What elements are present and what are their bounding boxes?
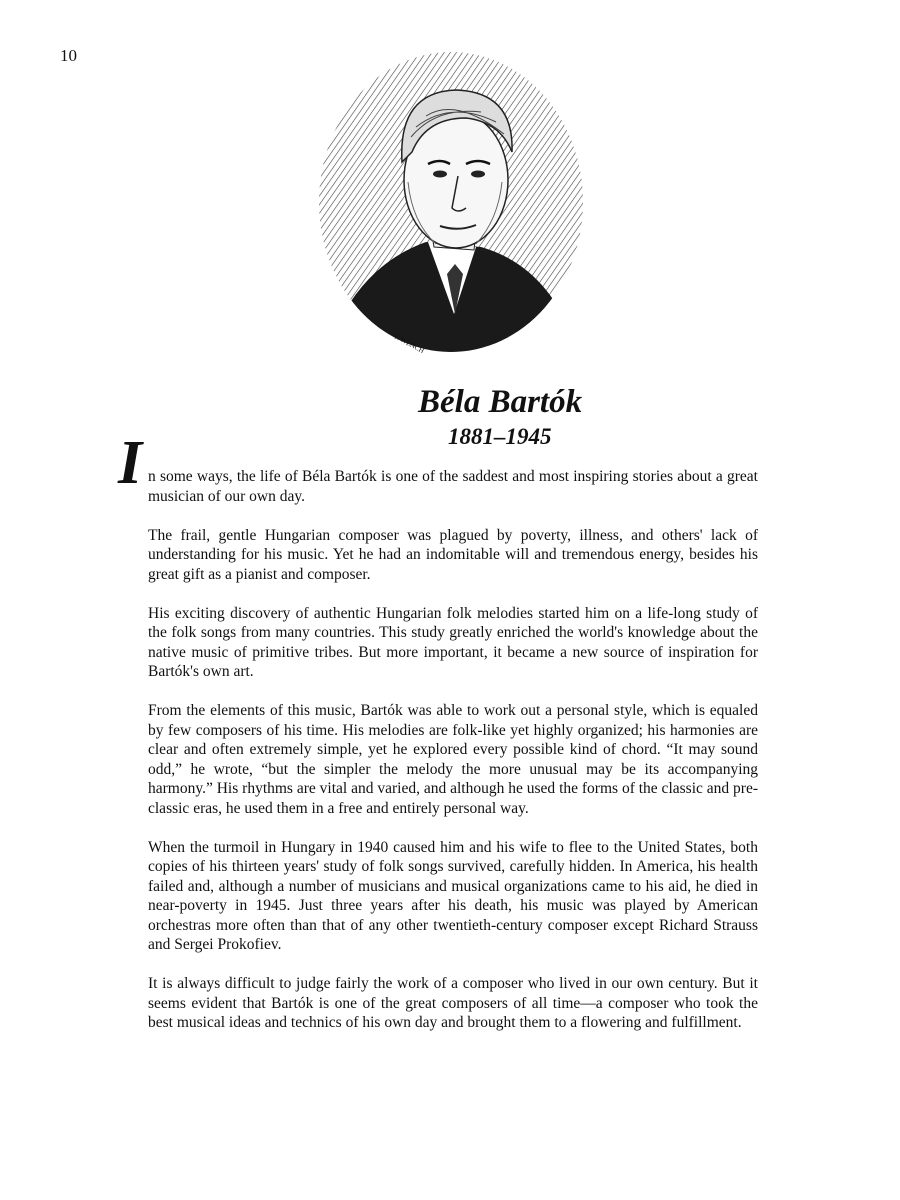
paragraph: The frail, gentle Hungarian composer was plagued by poverty, illness, and others' lack of understanding for his music. Yet he had an indomitable will and tremendous energy, besides his great gift as a pianist and composer. — [148, 526, 758, 583]
composer-years: 1881–1945 — [448, 424, 552, 449]
drop-cap: I — [118, 429, 143, 497]
article-body — [148, 467, 758, 1052]
paragraph: From the elements of this music, Bartók was able to work out a personal style, which is equaled by few composers of his time. His melodies are folk-like yet highly organized; his harmonies are clear and often extremely simple, yet he explored every possible kind of chord. “It may sound odd,” he wrote, “but the simpler the melody the more unusual may be its accompanying harmony.” His rhythms are vital and varied, and although he used the forms of the classic and pre-classic eras, he used them in a free and entirely personal way. — [148, 702, 758, 817]
page-number: 10 — [60, 46, 77, 65]
composer-name: Béla Bartók — [418, 384, 583, 420]
paragraph: His exciting discovery of authentic Hungarian folk melodies started him on a life-long study of the folk songs from many countries. This study greatly enriched the world's knowledge about the native music of primitive tribes. But more important, it became a new source of inspiration for Bartók's own art. — [148, 604, 758, 680]
paragraph: When the turmoil in Hungary in 1940 caused him and his wife to flee to the United States, both copies of his thirteen years' study of folk songs survived, carefully hidden. In America, his health failed and, although a number of musicians and musical organizations came to his aid, he died in near-poverty in 1945. Just three years after his death, his music was played by American orchestras more often than that of any other twentieth-century composer except Richard Strauss and Sergei Prokofiev. — [148, 838, 758, 953]
svg-text:F. WENCH: F. WENCH — [393, 332, 426, 355]
paragraph: n some ways, the life of Béla Bartók is one of the saddest and most inspiring stories about a great musician of our own day. — [148, 468, 758, 505]
portrait-illustration — [316, 52, 586, 362]
paragraph: It is always difficult to judge fairly the work of a composer who lived in our own century. But it seems evident that Bartók is one of the great composers of all time—a composer who took the best musical ideas and technics of his own day and brought them to a flowering and fulfillment. — [148, 975, 758, 1031]
